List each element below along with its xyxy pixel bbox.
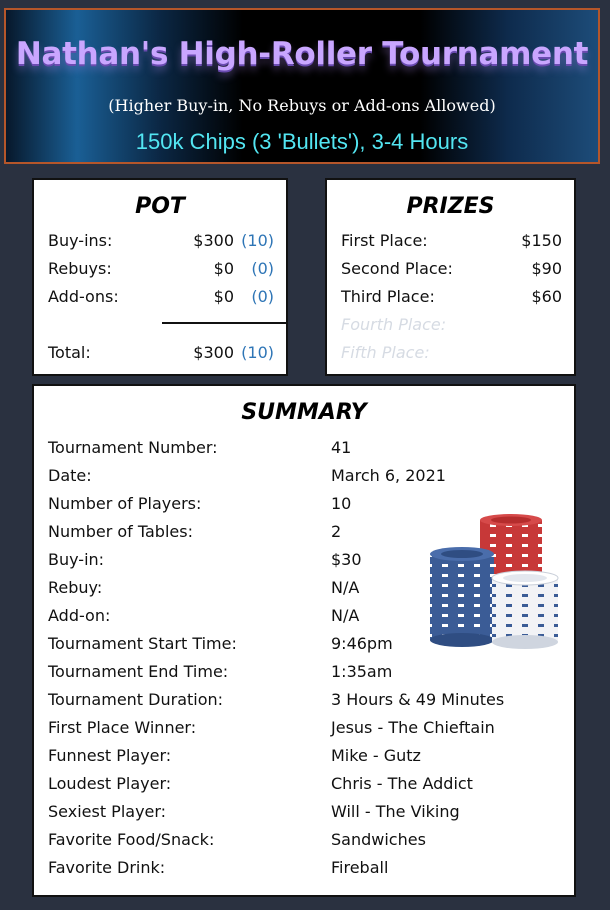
prize-amount: $90 xyxy=(531,259,562,278)
pot-total-label: Total: xyxy=(48,343,91,362)
tournament-chips-line: 150k Chips (3 'Bullets'), 3-4 Hours xyxy=(135,129,469,154)
prize-label: Fifth Place: xyxy=(341,343,430,362)
summary-value: Jesus - The Chieftain xyxy=(331,718,495,737)
summary-value: 2 xyxy=(331,522,342,541)
summary-label: Number of Players: xyxy=(48,494,202,513)
summary-label: Tournament Number: xyxy=(48,438,218,457)
summary-label: Date: xyxy=(48,466,92,485)
pot-total-count: (10) xyxy=(241,343,274,362)
summary-label: First Place Winner: xyxy=(48,718,197,737)
pot-total-divider xyxy=(162,322,286,324)
summary-label: Buy-in: xyxy=(48,550,105,569)
summary-value: Sandwiches xyxy=(331,830,426,849)
summary-label: Sexiest Player: xyxy=(48,802,167,821)
summary-value: Will - The Viking xyxy=(331,802,460,821)
pot-row-amount: $0 xyxy=(213,259,234,278)
summary-label: Tournament End Time: xyxy=(48,662,229,681)
summary-value: $30 xyxy=(331,550,362,569)
pot-row-buyins xyxy=(48,230,274,252)
prizes-title: PRIZES xyxy=(406,194,495,219)
prize-row-fourth xyxy=(341,314,562,336)
summary-label: Number of Tables: xyxy=(48,522,193,541)
pot-row-label: Buy-ins: xyxy=(48,231,113,250)
pot-row-label: Add-ons: xyxy=(48,287,119,306)
poker-chips-icon xyxy=(424,512,564,650)
pot-total-amount: $300 xyxy=(193,343,234,362)
pot-row-count: (10) xyxy=(241,231,274,250)
summary-value: 10 xyxy=(331,494,352,513)
prize-row-first xyxy=(341,230,562,252)
prize-row-third xyxy=(341,286,562,308)
pot-row-amount: $0 xyxy=(213,287,234,306)
summary-title: SUMMARY xyxy=(241,400,367,425)
summary-value: Fireball xyxy=(331,858,389,877)
summary-label: Funnest Player: xyxy=(48,746,172,765)
prize-label: Third Place: xyxy=(341,287,435,306)
pot-row-rebuys xyxy=(48,258,274,280)
prize-amount: $150 xyxy=(521,231,562,250)
prize-amount: $60 xyxy=(531,287,562,306)
summary-value: N/A xyxy=(331,606,360,625)
prize-label: Second Place: xyxy=(341,259,453,278)
prize-row-fifth xyxy=(341,342,562,364)
pot-panel xyxy=(32,178,288,376)
summary-value: 1:35am xyxy=(331,662,393,681)
summary-value: Mike - Gutz xyxy=(331,746,421,765)
prize-label: Fourth Place: xyxy=(341,315,447,334)
pot-row-addons xyxy=(48,286,274,308)
tournament-banner xyxy=(4,8,600,164)
pot-title: POT xyxy=(135,194,185,219)
summary-value: 3 Hours & 49 Minutes xyxy=(331,690,505,709)
summary-label: Add-on: xyxy=(48,606,111,625)
pot-row-total xyxy=(48,342,274,364)
summary-label: Rebuy: xyxy=(48,578,103,597)
summary-label: Favorite Food/Snack: xyxy=(48,830,215,849)
pot-row-count: (0) xyxy=(251,287,274,306)
pot-row-count: (0) xyxy=(251,259,274,278)
summary-label: Tournament Duration: xyxy=(48,690,224,709)
summary-value: March 6, 2021 xyxy=(331,466,446,485)
pot-row-amount: $300 xyxy=(193,231,234,250)
summary-panel xyxy=(32,384,576,897)
prize-row-second xyxy=(341,258,562,280)
tournament-title: Nathan's High-Roller Tournament xyxy=(15,36,589,72)
summary-value: 41 xyxy=(331,438,352,457)
summary-value: N/A xyxy=(331,578,360,597)
pot-row-label: Rebuys: xyxy=(48,259,112,278)
prizes-panel xyxy=(325,178,576,376)
summary-label: Favorite Drink: xyxy=(48,858,166,877)
summary-label: Loudest Player: xyxy=(48,774,172,793)
summary-value: Chris - The Addict xyxy=(331,774,473,793)
tournament-subtitle: (Higher Buy-in, No Rebuys or Add-ons Allowed) xyxy=(108,96,496,115)
prize-label: First Place: xyxy=(341,231,428,250)
summary-value: 9:46pm xyxy=(331,634,393,653)
summary-label: Tournament Start Time: xyxy=(48,634,237,653)
